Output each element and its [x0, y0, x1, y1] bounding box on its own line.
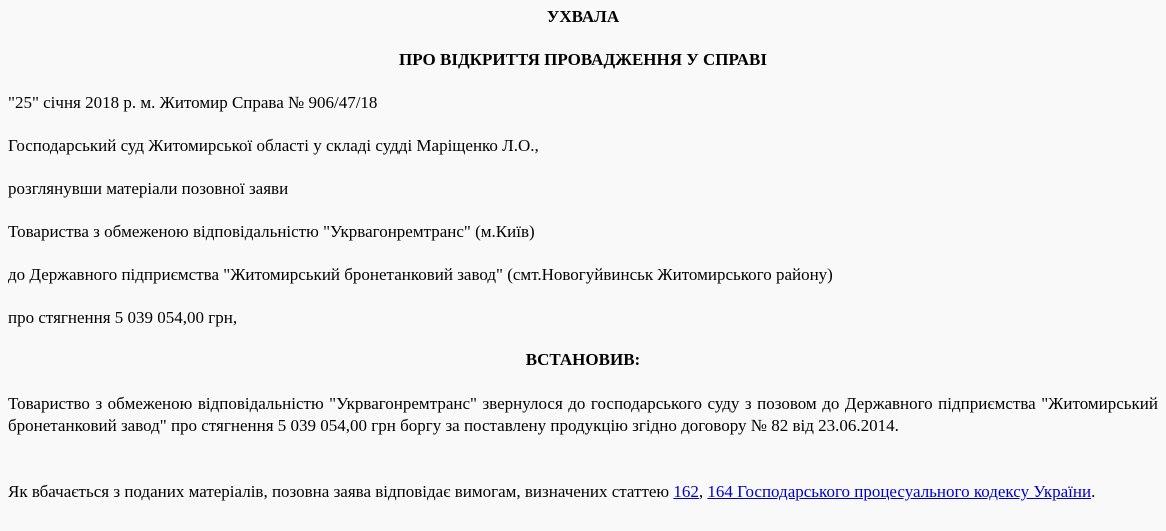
document-subtitle: ПРО ВІДКРИТТЯ ПРОВАДЖЕННЯ У СПРАВІ: [399, 50, 767, 69]
date-place-case-line: "25" січня 2018 р. м. Житомир Справа № 906/47/18: [8, 93, 378, 112]
article-162-link[interactable]: 162: [673, 482, 699, 501]
document-title: УХВАЛА: [546, 7, 620, 26]
paragraph2-suffix: .: [1091, 482, 1096, 501]
article-164-code-link[interactable]: 164 Господарського процесуального кодексу України: [707, 482, 1092, 501]
paragraph2-separator: ,: [698, 482, 708, 501]
subject-line: про стягнення 5 039 054,00 грн,: [8, 308, 238, 327]
considered-line: розглянувши матеріали позовної заяви: [8, 179, 289, 198]
paragraph2-prefix: Як вбачається з поданих матеріалів, позовна заява відповідає вимогам, визначених статтею: [8, 482, 674, 501]
defendant-line: до Державного підприємства "Житомирський бронетанковий завод" (смт.Новогуйвинськ Житомирського району): [8, 265, 833, 284]
body-paragraph-1: Товариство з обмеженою відповідальністю "Укрвагонремтранс" звернулося до господарського суду з позовом до Державного підприємства "Житомирський бронетанковий завод" про стягнення 5 039 054,00 грн боргу за поставлену продукцію згідно договору № 82 від 23.06.2014.: [8, 394, 1158, 435]
established-heading: ВСТАНОВИВ:: [525, 350, 641, 369]
plaintiff-line: Товариства з обмеженою відповідальністю "Укрвагонремтранс" (м.Київ): [8, 222, 535, 241]
court-line: Господарський суд Житомирської області у складі судді Маріщенко Л.О.,: [8, 136, 539, 155]
body-paragraph-2: [8, 481, 1158, 503]
